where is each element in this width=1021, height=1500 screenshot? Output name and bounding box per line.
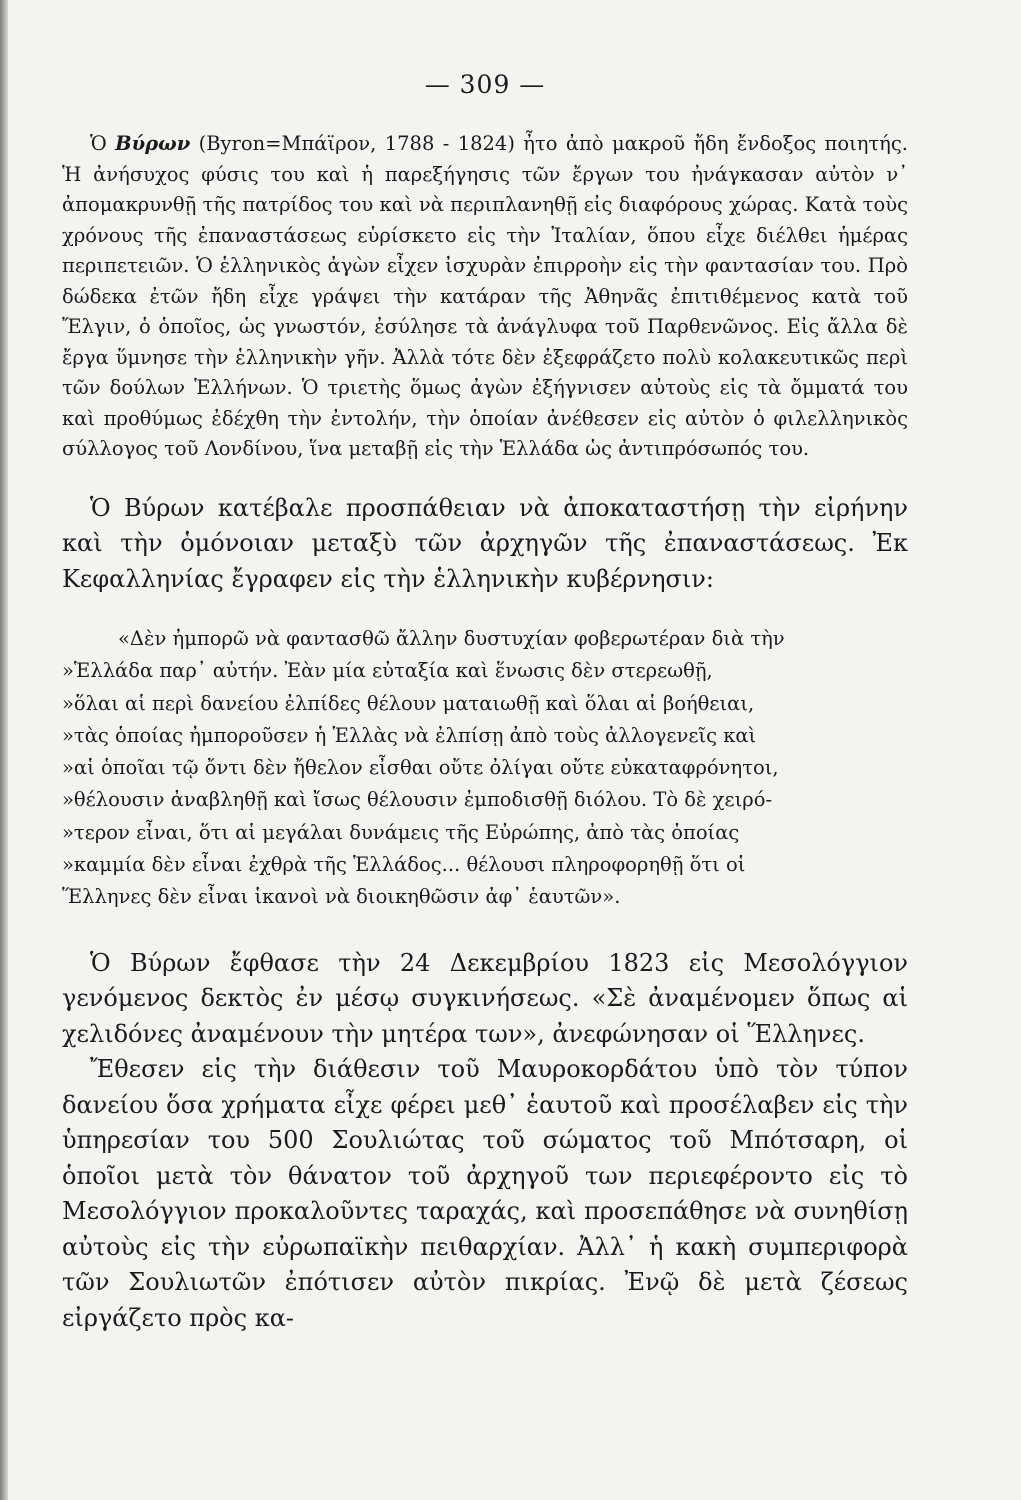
main-text-section-2 (62, 946, 908, 1337)
quote-line: Ἕλληνες δὲν εἶναι ἱκανοὶ νὰ διοικηθῶσιν ἀφ᾽ ἑαυτῶν». (62, 885, 621, 909)
main-text-section (62, 491, 908, 598)
quote-line: »αἱ ὁποῖαι τῷ ὄντι δὲν ἤθελον εἶσθαι οὔτε ὀλίγαι οὔτε εὐκαταφρόνητοι, (62, 756, 779, 780)
book-page (62, 70, 908, 1336)
paragraph-arrival-missolonghi: Ὁ Βύρων ἔφθασε τὴν 24 Δεκεμβρίου 1823 εἰς Μεσολόγγιον γενόμενος δεκτὸς ἐν μέσῳ συγκινήσεως. «Σὲ ἀναμένομεν ὅπως αἱ χελιδόνες ἀναμένουν τὴν μητέρα των», ἀνεφώνησαν οἱ Ἕλληνες. (62, 948, 908, 1048)
quote-line: »τερον εἶναι, ὅτι αἱ μεγάλαι δυνάμεις τῆς Εὐρώπης, ἀπὸ τὰς ὁποίας (62, 820, 740, 844)
paragraph-peace-efforts: Ὁ Βύρων κατέβαλε προσπάθειαν νὰ ἀποκαταστήσῃ τὴν εἰρήνην καὶ τὴν ὁμόνοιαν μεταξὺ τῶν ἀρχηγῶν τῆς ἐπαναστάσεως. Ἐκ Κεφαλληνίας ἔγραφεν εἰς τὴν ἑλληνικὴν κυβέρνησιν: (62, 493, 908, 593)
paragraph-souliotes: Ἔθεσεν εἰς τὴν διάθεσιν τοῦ Μαυροκορδάτου ὑπὸ τὸν τύπον δανείου ὅσα χρήματα εἶχε φέρει μεθ᾽ ἑαυτοῦ καὶ προσέλαβεν εἰς τὴν ὑπηρεσίαν του 500 Σουλιώτας τοῦ σώματος τοῦ Μπότσαρη, οἱ ὁποῖοι μετὰ τὸν θάνατον τοῦ ἀρχηγοῦ των περιεφέροντο εἰς τὸ Μεσολόγγιον προκαλοῦντες ταραχάς, καὶ προσεπάθησε νὰ συνηθίσῃ αὐτοὺς εἰς τὴν εὐρωπαϊκὴν πειθαρχίαν. Ἀλλ᾽ ἡ κακὴ συμπεριφορὰ τῶν Σουλιωτῶν ἐπότισεν αὐτὸν πικρίας. Ἐνῷ δὲ μετὰ ζέσεως εἰργάζετο πρὸς κα- (62, 1055, 908, 1332)
quote-line: »τὰς ὁποίας ἠμποροῦσεν ἡ Ἑλλὰς νὰ ἐλπίσῃ ἀπὸ τοὺς ἀλλογενεῖς καὶ (62, 723, 757, 747)
byron-name: Βύρων (115, 132, 191, 155)
paragraph-article: Ὁ (90, 132, 107, 155)
quote-line: »καμμία δὲν εἶναι ἐχθρὰ τῆς Ἑλλάδος... θέλουσι πληροφορηθῇ ὅτι οἱ (62, 853, 746, 877)
quote-line: »ὅλαι αἱ περὶ δανείου ἐλπίδες θέλουν ματαιωθῇ καὶ ὅλαι αἱ βοήθειαι, (62, 691, 755, 715)
quote-line: «Δὲν ἠμπορῶ νὰ φαντασθῶ ἄλλην δυστυχίαν φοβερωτέραν διὰ τὴν (118, 627, 785, 650)
quoted-letter (62, 623, 908, 914)
quote-line: »Ἑλλάδα παρ᾽ αὐτήν. Ἐὰν μία εὐταξία καὶ ἕνωσις δὲν στερεωθῇ, (62, 659, 713, 683)
quote-line: »θέλουσιν ἀναβληθῇ καὶ ἴσως θέλουσιν ἐμποδισθῇ διόλου. Τὸ δὲ χειρό- (62, 788, 773, 812)
paragraph-byron-intro (62, 129, 908, 465)
page-number: — 309 — (424, 70, 546, 99)
paragraph-text: (Byron=Μπάϊρον, 1788 - 1824) ἦτο ἀπὸ μακροῦ ἤδη ἔνδοξος ποιητής. Ἡ ἀνήσυχος φύσις του καὶ ἡ παρεξήγησις τῶν ἔργων του ἠνάγκασαν αὐτὸν ν᾽ ἀπομακρυνθῇ τῆς πατρίδος του καὶ νὰ περιπλανηθῇ εἰς διαφόρους χώρας. Κατὰ τοὺς χρόνους τῆς ἐπαναστάσεως εὑρίσκετο εἰς τὴν Ἰταλίαν, ὅπου εἶχε διέλθει ἡμέρας περιπετειῶν. Ὁ ἑλληνικὸς ἀγὼν εἶχεν ἰσχυρὰν ἐπιρροὴν εἰς τὴν φαντασίαν του. Πρὸ δώδεκα ἐτῶν ἤδη εἶχε γράψει τὴν κατάραν τῆς Ἀθηνᾶς ἐπιτιθέμενος κατὰ τοῦ Ἔλγιν, ὁ ὁποῖος, ὡς γνωστόν, ἐσύλησε τὰ ἀνάγλυφα τοῦ Παρθενῶνος. Εἰς ἄλλα δὲ ἔργα ὕμνησε τὴν ἑλληνικὴν γῆν. Ἀλλὰ τότε δὲν ἐξεφράζετο πολὺ κολακευτικῶς περὶ τῶν δούλων Ἑλλήνων. Ὁ τριετὴς ὅμως ἀγὼν ἐξήγνισεν αὐτοὺς εἰς τὰ ὄμματά του καὶ προθύμως ἐδέχθη τὴν ἐντολήν, τὴν ὁποίαν ἀνέθεσεν εἰς αὐτὸν ὁ φιλελληνικὸς σύλλογος τοῦ Λονδίνου, ἵνα μεταβῇ εἰς τὴν Ἑλλάδα ὡς ἀντιπρόσωπός του. (62, 132, 908, 460)
byron-biography-section (62, 129, 908, 465)
binding-shadow (0, 0, 8, 1500)
